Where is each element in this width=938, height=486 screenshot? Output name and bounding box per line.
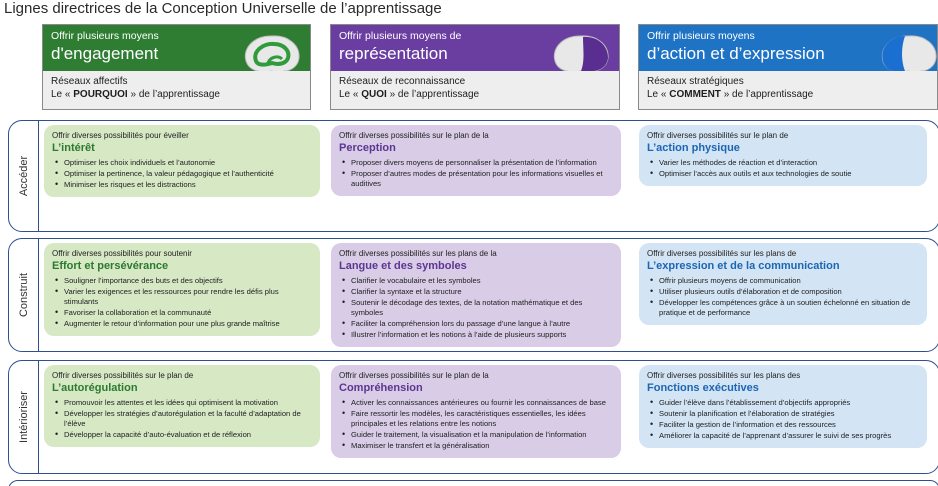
cell-heading: Fonctions exécutives — [647, 382, 759, 394]
list-item: • Guider le traitement, la visualisation et la manipulation de l’information — [339, 430, 613, 440]
list-item: • Favoriser la collaboration et la communauté — [52, 308, 312, 318]
cell-intro: Offrir diverses possibilités sur le plan de la — [339, 131, 489, 140]
cell-comprehension — [331, 365, 621, 458]
header-small-text: Offrir plusieurs moyens — [51, 30, 159, 42]
cell-heading: L’autorégulation — [52, 382, 138, 394]
cell-action-physique — [639, 125, 927, 186]
list-item: • Faciliter la compréhension lors du passage d’une langue à l’autre — [339, 319, 613, 329]
list-item: • Développer la capacité d’auto-évaluation et de réflexion — [52, 430, 312, 440]
list-item: • Activer les connaissances antérieures ou fournir les connaissances de base — [339, 398, 613, 408]
brain-icon — [238, 31, 304, 71]
cell-intro: Offrir diverses possibilités sur les plans de — [647, 249, 797, 258]
row-label: Accéder — [9, 121, 39, 231]
row-label: Intérioriser — [9, 361, 39, 473]
network-label: Réseaux de reconnaissance — [339, 76, 466, 87]
cell-intro: Offrir diverses possibilités pour éveiller — [52, 131, 189, 140]
list-item: • Optimiser l’accès aux outils et aux technologies de soutie — [647, 169, 919, 179]
list-item: • Faciliter la gestion de l’information et des ressources — [647, 420, 919, 430]
cell-heading: Perception — [339, 142, 396, 154]
cell-heading: L’expression et de la communication — [647, 260, 840, 272]
cell-heading: L’action physique — [647, 142, 740, 154]
why-label: Le « QUOI » de l’apprentissage — [339, 89, 480, 100]
cell-autoregulation — [44, 365, 320, 447]
list-item: • Proposer divers moyens de personnaliser la présentation de l’information — [339, 158, 613, 168]
list-item: • Optimiser les choix individuels et l’autonomie — [52, 158, 312, 168]
list-item: • Développer les stratégies d’autorégulation et la faculté d’adaptation de l’élève — [52, 409, 312, 428]
row-partial — [8, 480, 938, 486]
list-item: • Offrir plusieurs moyens de communication — [647, 276, 919, 286]
cell-perception — [331, 125, 621, 196]
header-small-text: Offrir plusieurs moyens — [647, 30, 755, 42]
list-item: • Utiliser plusieurs outils d’élaboration et de composition — [647, 287, 919, 297]
cell-intro: Offrir diverses possibilités pour soutenir — [52, 249, 192, 258]
list-item: • Soutenir le décodage des textes, de la notation mathématique et des symboles — [339, 298, 613, 317]
header-small-text: Offrir plusieurs moyens de — [339, 30, 462, 42]
cell-effort — [44, 243, 320, 336]
why-label: Le « COMMENT » de l’apprentissage — [647, 89, 814, 100]
cell-intro: Offrir diverses possibilités sur le plan de la — [339, 371, 489, 380]
row-acceder — [8, 120, 938, 232]
list-item: • Illustrer l’information et les notions à l’aide de plusieurs supports — [339, 330, 613, 340]
cell-langue — [331, 243, 621, 347]
list-item: • Développer les compétences grâce à un soutien échelonné en situation de pratique et de performance — [647, 298, 919, 317]
network-label: Réseaux affectifs — [51, 76, 128, 87]
list-item: • Minimiser les risques et les distractions — [52, 180, 312, 190]
header-band — [639, 25, 937, 71]
list-item: • Améliorer la capacité de l’apprenant d’assurer le suivi de ses progrès — [647, 431, 919, 441]
cell-intro: Offrir diverses possibilités sur les plans de la — [339, 249, 497, 258]
column-header-representation — [330, 24, 620, 110]
cell-intro: Offrir diverses possibilités sur les plans des — [647, 371, 801, 380]
list-item: • Varier les méthodes de réaction et d’interaction — [647, 158, 919, 168]
header-sub — [43, 71, 310, 109]
list-item: • Souligner l’importance des buts et des objectifs — [52, 276, 312, 286]
list-item: • Varier les exigences et les ressources pour rendre les défis plus stimulants — [52, 287, 312, 306]
list-item: • Clarifier le vocabulaire et les symboles — [339, 276, 613, 286]
row-interioriser — [8, 360, 938, 474]
header-big-text: d’action et d’expression — [647, 44, 825, 63]
cell-heading: Compréhension — [339, 382, 423, 394]
column-header-action-expression — [638, 24, 938, 110]
why-label: Le « POURQUOI » de l’apprentissage — [51, 89, 220, 100]
cell-expression — [639, 243, 927, 325]
list-item: • Clarifier la syntaxe et la structure — [339, 287, 613, 297]
list-item: • Proposer d’autres modes de présentation pour les informations visuelles et auditives — [339, 169, 613, 188]
network-label: Réseaux stratégiques — [647, 76, 744, 87]
header-band — [331, 25, 619, 71]
brain-icon — [547, 31, 613, 71]
header-big-text: d'engagement — [51, 44, 159, 63]
cell-fonctions-executives — [639, 365, 927, 448]
list-item: • Maximiser le transfert et la généralisation — [339, 441, 613, 451]
list-item: • Soutenir la planification et l’élaboration de stratégies — [647, 409, 919, 419]
list-item: • Guider l’élève dans l’établissement d’objectifs appropriés — [647, 398, 919, 408]
row-construit — [8, 238, 938, 352]
header-sub — [331, 71, 619, 109]
cell-interet — [44, 125, 320, 197]
cell-heading: L’intérêt — [52, 142, 95, 154]
cell-heading: Effort et persévérance — [52, 260, 169, 272]
header-band — [43, 25, 310, 71]
list-item: • Promouvoir les attentes et les idées qui optimisent la motivation — [52, 398, 312, 408]
header-big-text: représentation — [339, 44, 448, 63]
list-item: • Optimiser la pertinence, la valeur pédagogique et l’authenticité — [52, 169, 312, 179]
brain-icon — [875, 31, 937, 71]
cell-intro: Offrir diverses possibilités sur le plan de — [647, 131, 789, 140]
list-item: • Augmenter le retour d’information pour une plus grande maîtrise — [52, 319, 312, 329]
page-title: Lignes directrices de la Conception Universelle de l’apprentissage — [4, 0, 442, 17]
cell-intro: Offrir diverses possibilités sur le plan de — [52, 371, 194, 380]
cell-heading: Langue et des symboles — [339, 260, 467, 272]
row-label: Construit — [9, 239, 39, 351]
column-header-engagement — [42, 24, 311, 110]
header-sub — [639, 71, 937, 109]
list-item: • Faire ressortir les modèles, les caractéristiques essentielles, les idées principales et les relations entre les notions — [339, 409, 613, 428]
